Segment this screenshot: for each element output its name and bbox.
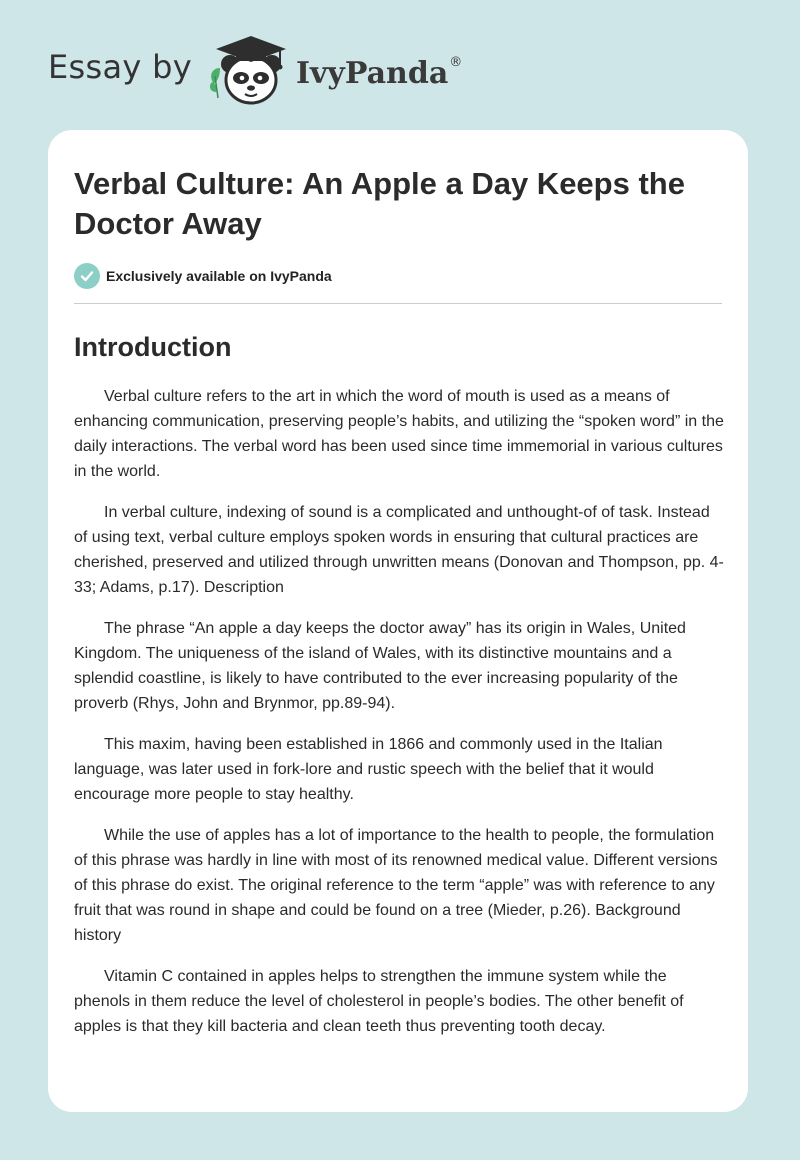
registered-mark: ®	[449, 54, 463, 70]
paragraph: This maxim, having been established in 1866 and commonly used in the Italian language, was later used in fork-lore and rustic speech with the belief that it would encourage more people to stay healthy.	[74, 736, 663, 803]
paragraph: While the use of apples has a lot of importance to the health to people, the formulation of this phrase was hardly in line with most of its renowned medical value. Different versions of this phrase do exist. The original reference to the term “apple” was with reference to any fruit that was round in shape and could be found on a tree (Mieder, p.26). Background history	[74, 827, 718, 944]
ivypanda-logo[interactable]	[206, 32, 462, 108]
exclusive-badge-label: Exclusively available on IvyPanda	[106, 268, 332, 284]
essay-title: Verbal Culture: An Apple a Day Keeps the Doctor Away	[74, 166, 685, 241]
panda-mascot-icon	[206, 32, 292, 108]
exclusive-badge	[74, 263, 722, 289]
paragraph: In verbal culture, indexing of sound is a complicated and unthought-of of task. Instead of using text, verbal culture employs spoken words in ensuring that cultural practices are cherished, preserved and utilized through unwritten means (Donovan and Thompson, pp. 4-33; Adams, p.17). Description	[74, 504, 724, 596]
check-circle-icon	[74, 263, 100, 289]
section-heading: Introduction	[74, 332, 232, 362]
brand-name: IvyPanda®	[295, 54, 463, 91]
paragraph: Verbal culture refers to the art in which the word of mouth is used as a means of enhancing communication, preserving people’s habits, and utilizing the “spoken word” in the daily interactions. The verbal word has been used since time immemorial in various cultures in the world.	[74, 388, 724, 480]
essay-card	[48, 130, 748, 1112]
divider	[74, 303, 722, 304]
site-header	[48, 30, 462, 110]
paragraph: The phrase “An apple a day keeps the doctor away” has its origin in Wales, United Kingdom. The uniqueness of the island of Wales, with its distinctive mountains and a splendid coastline, is likely to have contributed to the ever increasing popularity of the proverb (Rhys, John and Brynmor, pp.89-94).	[74, 620, 686, 712]
essay-by-label: Essay by	[48, 48, 192, 86]
paragraph: Vitamin C contained in apples helps to strengthen the immune system while the phenols in them reduce the level of cholesterol in people’s bodies. The other benefit of apples is that they kill bacteria and clean teeth thus preventing tooth decay.	[74, 968, 684, 1035]
